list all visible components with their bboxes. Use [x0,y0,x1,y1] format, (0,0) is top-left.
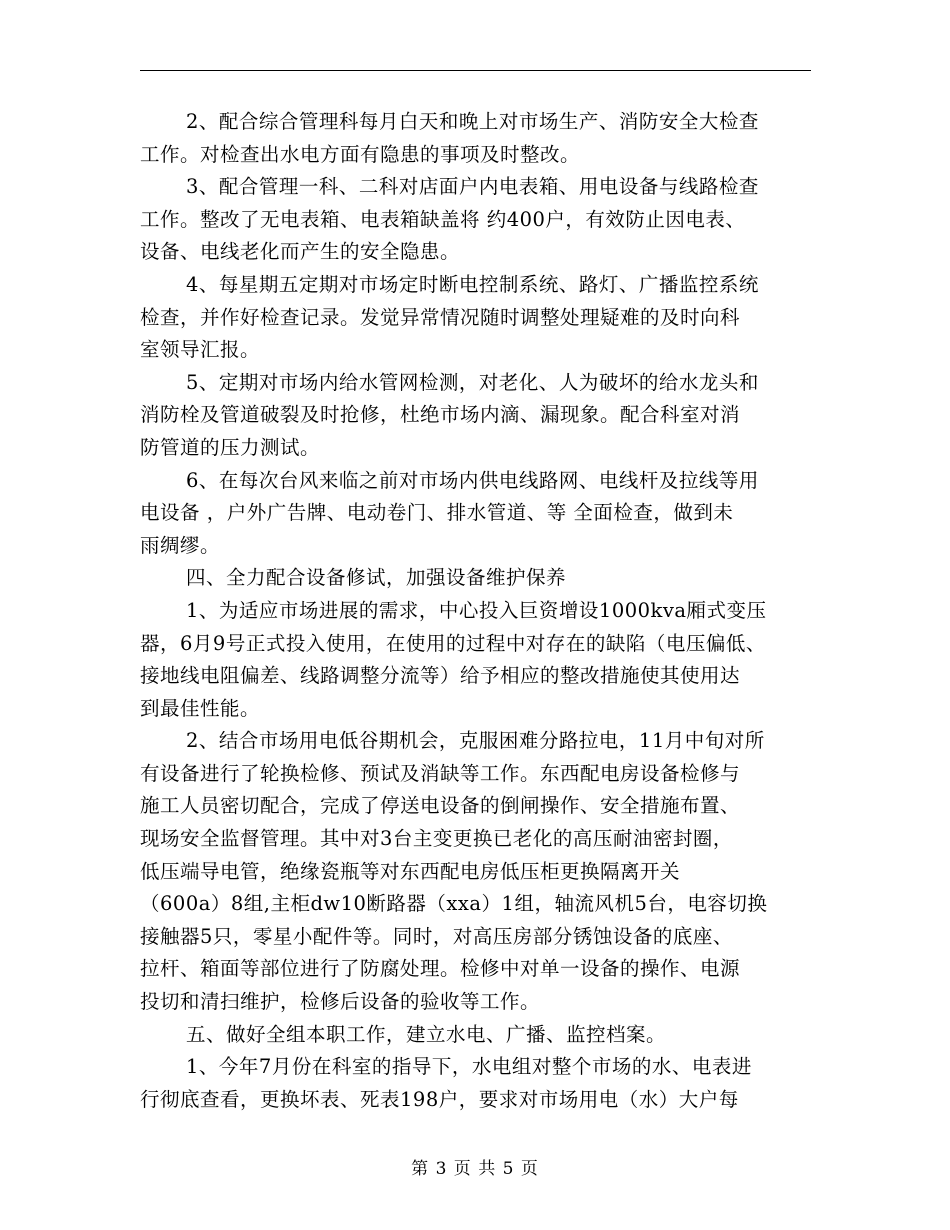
document-body [140,106,820,1116]
text-line: 2、结合市场用电低谷期机会，克服困难分路拉电，11月中旬对所 [186,729,765,753]
text-line: 4、每星期五定期对市场定时断电控制系统、路灯、广播监控系统 [186,272,759,296]
text-line: 五、做好全组本职工作，建立水电、广播、监控档案。 [186,1022,667,1046]
text-line: 四、全力配合设备修试，加强设备维护保养 [186,566,567,590]
text-line: 设备、电线老化而产生的安全隐患。 [140,240,461,264]
text-line: 器，6月9号正式投入使用，在使用的过程中对存在的缺陷（电压偏低、 [140,631,766,655]
text-line: 工作。对检查出水电方面有隐患的事项及时整改。 [140,142,581,166]
text-line: 3、配合管理一科、二科对店面户内电表箱、用电设备与线路检查 [186,175,759,199]
header-rule [140,70,811,71]
text-line: 拉杆、箱面等部位进行了防腐处理。检修中对单一设备的操作、电源 [140,957,741,981]
text-line: 室领导汇报。 [140,338,261,362]
text-line: 1、为适应市场进展的需求，中心投入巨资增设1000kva厢式变压 [186,598,767,622]
page-footer: 第 3 页 共 5 页 [411,1159,539,1179]
text-line: 电设备 ，户外广告牌、电动卷门、排水管道、等 全面检查，做到未 [140,501,734,525]
text-line: 防管道的压力测试。 [140,435,321,459]
text-line: 现场安全监督管理。其中对3台主变更换已老化的高压耐油密封圈， [140,827,733,851]
text-line: 行彻底查看，更换坏表、死表198户，要求对市场用电（水）大户每 [140,1087,739,1111]
text-line: 投切和清扫维护，检修后设备的验收等工作。 [140,990,541,1014]
text-line: 工作。整改了无电表箱、电表箱缺盖将 约400户，有效防止因电表、 [140,207,746,231]
text-line: 接触器5只，零星小配件等。同时，对高压房部分锈蚀设备的底座、 [140,924,733,948]
text-line: 到最佳性能。 [140,696,261,720]
text-line: 2、配合综合管理科每月白天和晚上对市场生产、消防安全大检查 [186,110,759,133]
text-line: 1、今年7月份在科室的指导下，水电组对整个市场的水、电表进 [186,1055,752,1079]
text-line: 5、定期对市场内给水管网检测，对老化、人为破坏的给水龙头和 [186,370,759,394]
text-line: （600a）8组,主柜dw10断路器（xxa）1组，轴流风机5台，电容切换 [140,892,768,916]
text-line: 雨绸缪。 [140,533,221,557]
text-line: 施工人员密切配合，完成了停送电设备的倒闸操作、安全措施布置、 [140,794,741,818]
text-line: 检查，并作好检查记录。发觉异常情况随时调整处理疑难的及时向科 [140,305,741,329]
text-line: 6、在每次台风来临之前对市场内供电线路网、电线杆及拉线等用 [186,468,759,492]
text-line: 低压端导电管，绝缘瓷瓶等对东西配电房低压柜更换隔离开关 [140,859,681,883]
text-line: 接地线电阻偏差、线路调整分流等）给予相应的整改措施使其使用达 [140,664,741,688]
text-line: 消防栓及管道破裂及时抢修，杜绝市场内滴、漏现象。配合科室对消 [140,403,741,427]
text-line: 有设备进行了轮换检修、预试及消缺等工作。东西配电房设备检修与 [140,761,741,785]
